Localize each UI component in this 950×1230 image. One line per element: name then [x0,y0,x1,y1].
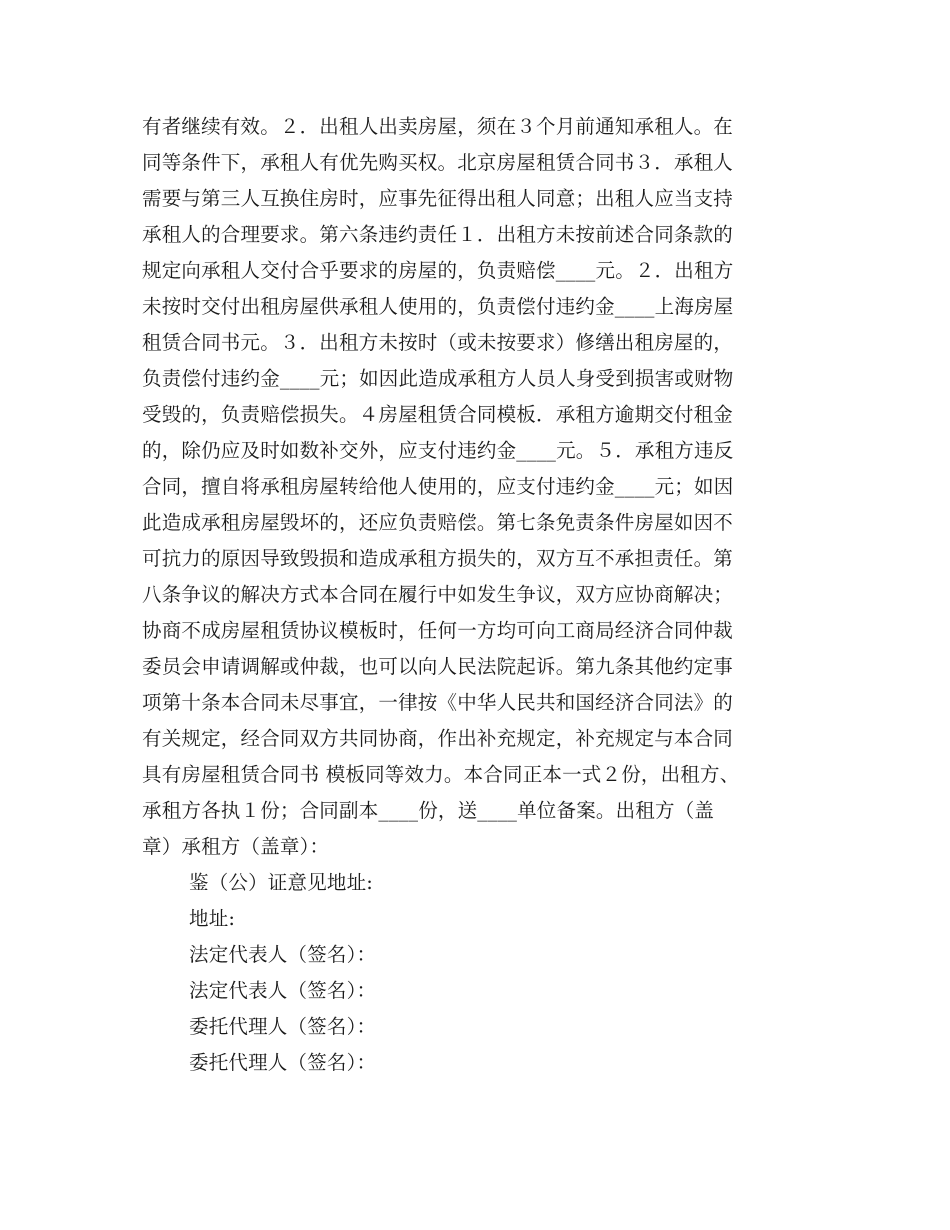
body-text-line: 同等条件下，承租人有优先购买权。北京房屋租赁合同书３．承租人 [142,151,734,174]
body-text-line: 可抗力的原因导致毁损和造成承租方损失的，双方互不承担责任。第 [142,547,734,570]
body-text-line: 章）承租方（盖章）： [142,835,330,858]
signature-field-address: 地址: [189,907,236,930]
body-text-line: 八条争议的解决方式本合同在履行中如发生争议，双方应协商解决； [142,583,734,606]
signature-field-legal-rep: 法定代表人（签名）： [189,943,377,966]
body-text-line: 未按时交付出租房屋供承租人使用的，负责偿付违约金____上海房屋 [142,295,734,318]
body-text-line: 此造成承租房屋毁坏的，还应负责赔偿。第七条免责条件房屋如因不 [142,511,734,534]
body-text-line: 规定向承租人交付合乎要求的房屋的，负责赔偿____元。２．出租方 [142,259,734,282]
signature-field-agent: 委托代理人（签名）： [189,1015,377,1038]
body-text-line: 承租人的合理要求。第六条违约责任１．出租方未按前述合同条款的 [142,223,734,246]
body-text-line: 的，除仍应及时如数补交外，应支付违约金____元。５．承租方违反 [142,439,734,462]
body-text-line: 负责偿付违约金____元；如因此造成承租方人员人身受到损害或财物 [142,367,734,390]
body-text-line: 协商不成房屋租赁协议模板时，任何一方均可向工商局经济合同仲裁 [142,619,734,642]
body-text-line: 项第十条本合同未尽事宜，一律按《中华人民共和国经济合同法》的 [142,691,734,714]
signature-field-agent: 委托代理人（签名）： [189,1051,377,1074]
body-text-line: 受毁的，负责赔偿损失。４房屋租赁合同模板．承租方逾期交付租金 [142,403,734,426]
body-text-line: 承租方各执１份；合同副本____份，送____单位备案。出租方（盖 [142,799,715,822]
signature-field-legal-rep: 法定代表人（签名）： [189,979,377,1002]
signature-field-notary-address: 鉴（公）证意见地址: [189,871,374,894]
body-text-line: 需要与第三人互换住房时，应事先征得出租人同意；出租人应当支持 [142,187,734,210]
body-text-line: 租赁合同书元。３．出租方未按时（或未按要求）修缮出租房屋的， [142,331,734,354]
body-text-line: 合同，擅自将承租房屋转给他人使用的，应支付违约金____元；如因 [142,475,734,498]
body-text-line: 有关规定，经合同双方共同协商，作出补充规定，补充规定与本合同 [142,727,734,750]
body-text-line: 具有房屋租赁合同书 模板同等效力。本合同正本一式２份，出租方、 [142,763,740,786]
body-text-line: 有者继续有效。２．出租人出卖房屋，须在３个月前通知承租人。在 [142,115,734,138]
body-text-line: 委员会申请调解或仲裁，也可以向人民法院起诉。第九条其他约定事 [142,655,734,678]
